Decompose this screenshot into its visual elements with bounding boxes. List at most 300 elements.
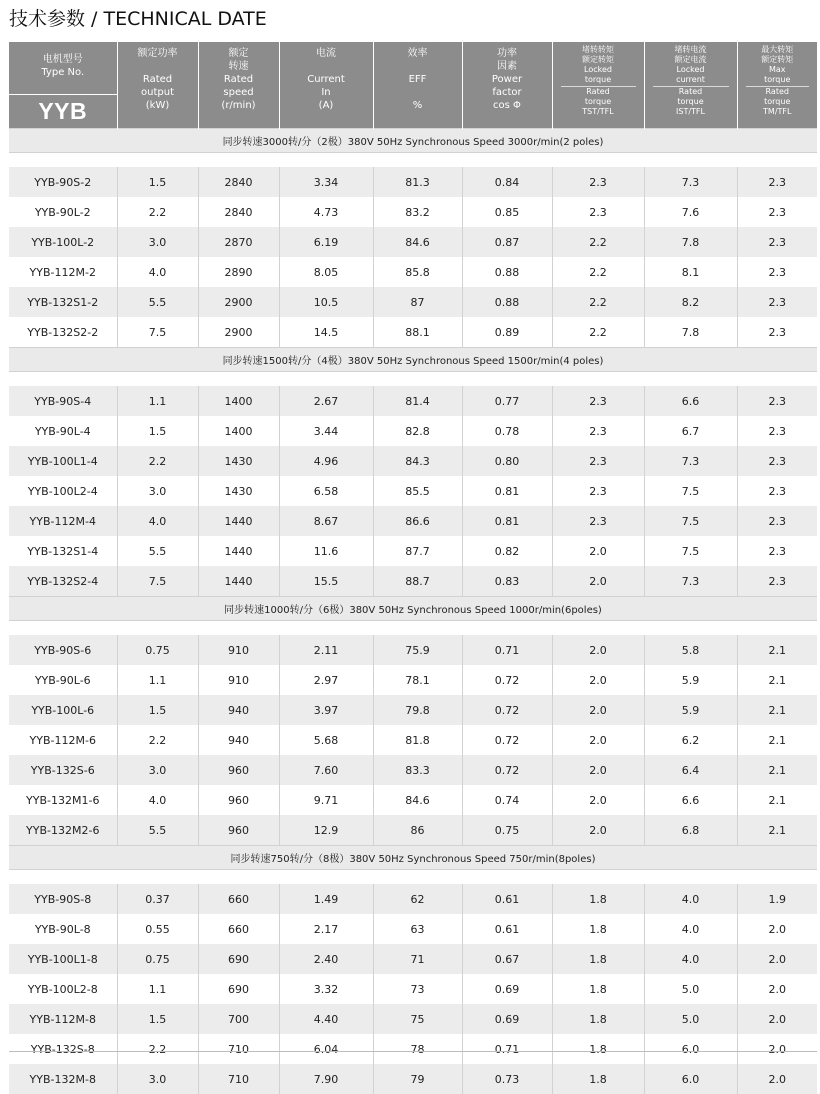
table-body (9, 129, 817, 1094)
header-output-en2: output (118, 86, 198, 99)
value-cell: 0.72 (462, 665, 552, 695)
header-type (9, 42, 117, 129)
header-output-cn: 额定功率 (118, 42, 198, 60)
value-cell: 2.2 (117, 197, 198, 227)
value-cell: 7.5 (117, 566, 198, 597)
value-cell: 84.3 (373, 446, 462, 476)
table-row (9, 1064, 817, 1094)
spacer-cell (9, 870, 817, 885)
table-row (9, 635, 817, 665)
value-cell: 2.1 (737, 725, 817, 755)
value-cell: 0.82 (462, 536, 552, 566)
value-cell: 81.4 (373, 386, 462, 416)
table-row (9, 1004, 817, 1034)
value-cell: 7.5 (644, 536, 737, 566)
table-row (9, 884, 817, 914)
value-cell: 0.72 (462, 725, 552, 755)
value-cell: 0.78 (462, 416, 552, 446)
header-mt-en2: torque (738, 75, 818, 85)
table-row (9, 416, 817, 446)
value-cell: 1.5 (117, 167, 198, 197)
value-cell: 3.97 (279, 695, 373, 725)
value-cell: 4.0 (117, 257, 198, 287)
value-cell: 4.96 (279, 446, 373, 476)
value-cell: 2900 (198, 287, 279, 317)
value-cell: 1.8 (552, 1034, 644, 1064)
table-row (9, 227, 817, 257)
value-cell: 960 (198, 755, 279, 785)
table-row (9, 287, 817, 317)
header-current-en2: In (280, 86, 373, 99)
value-cell: 2.3 (552, 476, 644, 506)
value-cell: 2.3 (552, 416, 644, 446)
header-mt-cn1: 最大转矩 (738, 42, 818, 55)
table-row (9, 944, 817, 974)
value-cell: 4.40 (279, 1004, 373, 1034)
header-speed-en2: speed (199, 86, 279, 99)
value-cell: 2.0 (552, 635, 644, 665)
header-speed-cn2: 转速 (199, 60, 279, 73)
value-cell: 2.0 (737, 1064, 817, 1094)
section-label: 同步转速3000转/分（2极）380V 50Hz Synchronous Speed 3000r/min(2 poles) (9, 129, 817, 153)
type-cell: YYB-112M-8 (9, 1004, 117, 1034)
value-cell: 6.0 (644, 1064, 737, 1094)
value-cell: 2.11 (279, 635, 373, 665)
value-cell: 2900 (198, 317, 279, 348)
value-cell: 3.44 (279, 416, 373, 446)
value-cell: 2.1 (737, 755, 817, 785)
value-cell: 4.0 (117, 785, 198, 815)
header-output-en1: Rated (118, 60, 198, 86)
value-cell: 940 (198, 725, 279, 755)
value-cell: 2.3 (552, 506, 644, 536)
section-header-row (9, 348, 817, 372)
value-cell: 2.0 (552, 695, 644, 725)
value-cell: 86.6 (373, 506, 462, 536)
value-cell: 7.5 (117, 317, 198, 348)
value-cell: 2.3 (737, 257, 817, 287)
section-label: 同步转速750转/分（8极）380V 50Hz Synchronous Speed 750r/min(8poles) (9, 846, 817, 870)
value-cell: 6.7 (644, 416, 737, 446)
table-row (9, 446, 817, 476)
table-row (9, 815, 817, 846)
value-cell: 1400 (198, 416, 279, 446)
value-cell: 2.3 (737, 287, 817, 317)
value-cell: 2.1 (737, 815, 817, 846)
value-cell: 5.5 (117, 536, 198, 566)
table-row (9, 785, 817, 815)
value-cell: 4.0 (644, 914, 737, 944)
type-cell: YYB-100L2-4 (9, 476, 117, 506)
value-cell: 0.73 (462, 1064, 552, 1094)
table-row (9, 755, 817, 785)
value-cell: 0.74 (462, 785, 552, 815)
header-current (279, 42, 373, 129)
value-cell: 3.32 (279, 974, 373, 1004)
value-cell: 14.5 (279, 317, 373, 348)
value-cell: 2.0 (552, 536, 644, 566)
header-speed-unit: (r/min) (199, 99, 279, 112)
header-speed (198, 42, 279, 129)
header-current-unit: (A) (280, 99, 373, 112)
value-cell: 0.72 (462, 695, 552, 725)
page-title: 技术参数 / TECHNICAL DATE (9, 4, 267, 31)
value-cell: 2.0 (552, 665, 644, 695)
value-cell: 0.75 (462, 815, 552, 846)
value-cell: 2.1 (737, 785, 817, 815)
value-cell: 2.67 (279, 386, 373, 416)
value-cell: 7.3 (644, 566, 737, 597)
value-cell: 0.69 (462, 974, 552, 1004)
header-eff-en: EFF (374, 60, 462, 86)
value-cell: 2.0 (552, 815, 644, 846)
header-type-cn: 电机型号 (9, 42, 117, 66)
header-mt-en4: torque (738, 97, 818, 107)
value-cell: 2840 (198, 197, 279, 227)
value-cell: 7.8 (644, 227, 737, 257)
value-cell: 2.1 (737, 635, 817, 665)
value-cell: 84.6 (373, 785, 462, 815)
value-cell: 2.3 (552, 386, 644, 416)
header-power-factor (462, 42, 552, 129)
spacer-cell (9, 621, 817, 636)
table-row (9, 317, 817, 348)
value-cell: 2.2 (552, 257, 644, 287)
header-locked-current (644, 42, 737, 129)
value-cell: 1.9 (737, 884, 817, 914)
value-cell: 710 (198, 1064, 279, 1094)
value-cell: 0.69 (462, 1004, 552, 1034)
type-cell: YYB-90S-2 (9, 167, 117, 197)
value-cell: 2.0 (552, 785, 644, 815)
value-cell: 10.5 (279, 287, 373, 317)
value-cell: 8.1 (644, 257, 737, 287)
value-cell: 88.1 (373, 317, 462, 348)
value-cell: 2.2 (117, 725, 198, 755)
header-lt-en2: torque (553, 75, 644, 85)
value-cell: 2.2 (117, 1034, 198, 1064)
value-cell: 2.2 (552, 227, 644, 257)
value-cell: 2.3 (737, 536, 817, 566)
type-cell: YYB-132S1-4 (9, 536, 117, 566)
value-cell: 84.6 (373, 227, 462, 257)
table-row (9, 536, 817, 566)
value-cell: 2.0 (552, 566, 644, 597)
value-cell: 2.2 (117, 446, 198, 476)
value-cell: 6.19 (279, 227, 373, 257)
value-cell: 1440 (198, 536, 279, 566)
value-cell: 5.5 (117, 815, 198, 846)
value-cell: 1440 (198, 566, 279, 597)
header-lt-cn2: 额定转矩 (553, 55, 644, 65)
header-lt-en1: Locked (553, 65, 644, 75)
value-cell: 86 (373, 815, 462, 846)
value-cell: 2.3 (737, 446, 817, 476)
value-cell: 2.3 (552, 167, 644, 197)
value-cell: 0.71 (462, 1034, 552, 1064)
value-cell: 2890 (198, 257, 279, 287)
value-cell: 660 (198, 914, 279, 944)
value-cell: 0.80 (462, 446, 552, 476)
value-cell: 0.84 (462, 167, 552, 197)
value-cell: 6.8 (644, 815, 737, 846)
value-cell: 12.9 (279, 815, 373, 846)
type-cell: YYB-90L-4 (9, 416, 117, 446)
value-cell: 8.05 (279, 257, 373, 287)
value-cell: 5.0 (644, 974, 737, 1004)
table-row (9, 725, 817, 755)
value-cell: 0.88 (462, 287, 552, 317)
type-cell: YYB-100L2-8 (9, 974, 117, 1004)
value-cell: 690 (198, 944, 279, 974)
header-eff-cn: 效率 (374, 42, 462, 60)
table-bottom-rule (9, 1051, 817, 1052)
table-row (9, 257, 817, 287)
type-cell: YYB-132S1-2 (9, 287, 117, 317)
table-row (9, 167, 817, 197)
value-cell: 2.40 (279, 944, 373, 974)
value-cell: 2.0 (552, 755, 644, 785)
value-cell: 1.1 (117, 386, 198, 416)
section-header-row (9, 846, 817, 870)
value-cell: 2840 (198, 167, 279, 197)
value-cell: 690 (198, 974, 279, 1004)
header-row (9, 42, 817, 129)
value-cell: 81.8 (373, 725, 462, 755)
value-cell: 1430 (198, 476, 279, 506)
value-cell: 0.75 (117, 944, 198, 974)
table-row (9, 506, 817, 536)
header-mt-en1: Max (738, 65, 818, 75)
value-cell: 2.3 (737, 197, 817, 227)
header-lc-unit: IST/TFL (645, 107, 737, 117)
value-cell: 4.0 (117, 506, 198, 536)
value-cell: 6.04 (279, 1034, 373, 1064)
value-cell: 2.3 (737, 167, 817, 197)
section-header-row (9, 129, 817, 153)
spacer-cell (9, 153, 817, 168)
type-cell: YYB-90S-8 (9, 884, 117, 914)
value-cell: 3.0 (117, 755, 198, 785)
value-cell: 0.67 (462, 944, 552, 974)
value-cell: 2.3 (737, 416, 817, 446)
type-cell: YYB-112M-6 (9, 725, 117, 755)
value-cell: 78.1 (373, 665, 462, 695)
value-cell: 2.3 (737, 566, 817, 597)
type-cell: YYB-132M-8 (9, 1064, 117, 1094)
value-cell: 75.9 (373, 635, 462, 665)
type-cell: YYB-90L-8 (9, 914, 117, 944)
type-cell: YYB-100L1-8 (9, 944, 117, 974)
value-cell: 7.3 (644, 446, 737, 476)
value-cell: 88.7 (373, 566, 462, 597)
section-label: 同步转速1000转/分（6极）380V 50Hz Synchronous Speed 1000r/min(6poles) (9, 597, 817, 621)
header-current-en1: Current (280, 60, 373, 86)
header-eff-unit: % (374, 86, 462, 112)
value-cell: 0.55 (117, 914, 198, 944)
value-cell: 5.0 (644, 1004, 737, 1034)
value-cell: 5.8 (644, 635, 737, 665)
header-max-torque (737, 42, 817, 129)
type-cell: YYB-100L-6 (9, 695, 117, 725)
value-cell: 7.90 (279, 1064, 373, 1094)
value-cell: 7.6 (644, 197, 737, 227)
value-cell: 7.3 (644, 167, 737, 197)
table-row (9, 695, 817, 725)
value-cell: 2.0 (737, 974, 817, 1004)
value-cell: 0.72 (462, 755, 552, 785)
type-cell: YYB-132M2-6 (9, 815, 117, 846)
value-cell: 1.8 (552, 914, 644, 944)
value-cell: 71 (373, 944, 462, 974)
value-cell: 6.6 (644, 386, 737, 416)
header-lc-en3: Rated (645, 87, 737, 97)
value-cell: 8.2 (644, 287, 737, 317)
value-cell: 2870 (198, 227, 279, 257)
header-lt-unit: TST/TFL (553, 107, 644, 117)
value-cell: 85.8 (373, 257, 462, 287)
value-cell: 7.5 (644, 506, 737, 536)
value-cell: 660 (198, 884, 279, 914)
type-cell: YYB-90L-6 (9, 665, 117, 695)
value-cell: 1.8 (552, 974, 644, 1004)
value-cell: 2.0 (737, 944, 817, 974)
section-spacer (9, 621, 817, 636)
value-cell: 11.6 (279, 536, 373, 566)
value-cell: 0.71 (462, 635, 552, 665)
value-cell: 960 (198, 785, 279, 815)
header-pf-en2: factor (463, 86, 552, 99)
table-row (9, 665, 817, 695)
header-eff (373, 42, 462, 129)
value-cell: 6.58 (279, 476, 373, 506)
header-type-en: Type No. (9, 66, 117, 79)
section-header-row (9, 597, 817, 621)
header-pf-en1: Power (463, 73, 552, 86)
value-cell: 1.1 (117, 974, 198, 1004)
value-cell: 78 (373, 1034, 462, 1064)
header-lt-en3: Rated (553, 87, 644, 97)
value-cell: 2.3 (552, 446, 644, 476)
value-cell: 2.1 (737, 665, 817, 695)
value-cell: 3.0 (117, 227, 198, 257)
value-cell: 6.0 (644, 1034, 737, 1064)
type-cell: YYB-132S2-4 (9, 566, 117, 597)
header-output (117, 42, 198, 129)
value-cell: 83.2 (373, 197, 462, 227)
header-pf-cn2: 因素 (463, 60, 552, 73)
section-spacer (9, 153, 817, 168)
value-cell: 1.8 (552, 1064, 644, 1094)
value-cell: 2.2 (552, 287, 644, 317)
value-cell: 910 (198, 635, 279, 665)
spacer-cell (9, 372, 817, 387)
value-cell: 81.3 (373, 167, 462, 197)
value-cell: 1.8 (552, 944, 644, 974)
value-cell: 7.5 (644, 476, 737, 506)
type-cell: YYB-100L1-4 (9, 446, 117, 476)
header-lc-en1: Locked (645, 65, 737, 75)
value-cell: 5.9 (644, 665, 737, 695)
value-cell: 79.8 (373, 695, 462, 725)
value-cell: 5.5 (117, 287, 198, 317)
header-mt-cn2: 额定转矩 (738, 55, 818, 65)
value-cell: 1440 (198, 506, 279, 536)
value-cell: 1400 (198, 386, 279, 416)
value-cell: 0.77 (462, 386, 552, 416)
type-cell: YYB-90S-4 (9, 386, 117, 416)
header-mt-unit: TM/TFL (738, 107, 818, 117)
value-cell: 2.2 (552, 317, 644, 348)
value-cell: 700 (198, 1004, 279, 1034)
header-locked-torque (552, 42, 644, 129)
value-cell: 4.73 (279, 197, 373, 227)
value-cell: 79 (373, 1064, 462, 1094)
value-cell: 87.7 (373, 536, 462, 566)
value-cell: 2.0 (737, 1034, 817, 1064)
value-cell: 85.5 (373, 476, 462, 506)
header-lt-cn1: 堵转转矩 (553, 42, 644, 55)
value-cell: 0.61 (462, 914, 552, 944)
value-cell: 2.3 (737, 317, 817, 348)
type-cell: YYB-112M-4 (9, 506, 117, 536)
table-row (9, 197, 817, 227)
header-speed-en1: Rated (199, 73, 279, 86)
header-lc-en2: current (645, 75, 737, 85)
header-lc-cn2: 额定电流 (645, 55, 737, 65)
header-lc-cn1: 堵转电流 (645, 42, 737, 55)
header-mt-en3: Rated (738, 87, 818, 97)
value-cell: 3.34 (279, 167, 373, 197)
value-cell: 6.2 (644, 725, 737, 755)
value-cell: 0.88 (462, 257, 552, 287)
value-cell: 1.49 (279, 884, 373, 914)
header-pf-unit: cos Φ (463, 99, 552, 112)
value-cell: 2.3 (737, 506, 817, 536)
value-cell: 1.5 (117, 695, 198, 725)
type-cell: YYB-90S-6 (9, 635, 117, 665)
header-lt-en4: torque (553, 97, 644, 107)
table-row (9, 566, 817, 597)
value-cell: 5.68 (279, 725, 373, 755)
type-cell: YYB-132M1-6 (9, 785, 117, 815)
value-cell: 1430 (198, 446, 279, 476)
value-cell: 4.0 (644, 944, 737, 974)
value-cell: 0.37 (117, 884, 198, 914)
table-row (9, 476, 817, 506)
value-cell: 0.75 (117, 635, 198, 665)
value-cell: 82.8 (373, 416, 462, 446)
type-cell: YYB-90L-2 (9, 197, 117, 227)
value-cell: 8.67 (279, 506, 373, 536)
value-cell: 4.0 (644, 884, 737, 914)
value-cell: 6.4 (644, 755, 737, 785)
value-cell: 2.97 (279, 665, 373, 695)
header-output-unit: (kW) (118, 99, 198, 112)
value-cell: 910 (198, 665, 279, 695)
value-cell: 7.8 (644, 317, 737, 348)
value-cell: 6.6 (644, 785, 737, 815)
value-cell: 7.60 (279, 755, 373, 785)
value-cell: 2.3 (737, 476, 817, 506)
value-cell: 62 (373, 884, 462, 914)
header-lc-en4: torque (645, 97, 737, 107)
value-cell: 1.8 (552, 884, 644, 914)
value-cell: 0.81 (462, 476, 552, 506)
value-cell: 2.17 (279, 914, 373, 944)
type-cell: YYB-100L-2 (9, 227, 117, 257)
type-cell: YYB-112M-2 (9, 257, 117, 287)
